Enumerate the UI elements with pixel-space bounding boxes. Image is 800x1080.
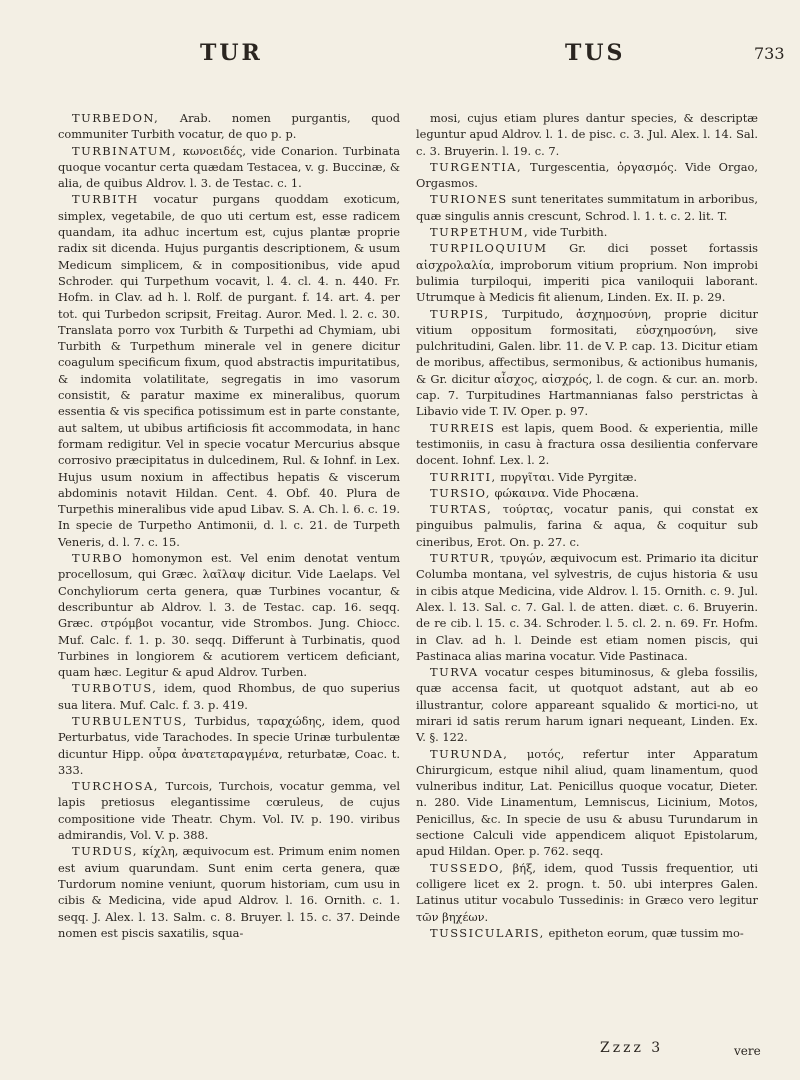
dictionary-entry [416,469,758,485]
catchword: vere [734,1044,761,1058]
entry-headword: TURPIS, [430,306,490,321]
dictionary-entry [416,240,758,305]
entry-text: Arab. nomen purgantis, quod communiter Turbith vocatur, de quo p. p. [58,111,400,142]
right-column [416,110,758,941]
running-head-left: TUR [200,40,263,66]
entry-text: κωνοειδές, vide Conarion. Turbinata quoque vocantur certa quædam Testacea, v. g. Buccinæ, & alia, de quibus Aldrov. l. 3. de Testac. c. 1. [58,143,401,191]
entry-headword: TURGENTIA, [430,159,523,174]
entry-headword: TURUNDA, [430,746,509,761]
entry-headword: TURBEDON, [72,111,160,125]
dictionary-entry [416,485,758,501]
entry-headword: TURBULENTUS, [72,713,188,728]
entry-headword: TUSSEDO, [430,860,505,875]
entry-headword: TURBITH [72,192,139,207]
entry-headword: TURCHOSA, [72,779,159,794]
entry-headword: TURRITI, [430,469,497,484]
entry-headword: TURPILOQUIUM [430,241,548,256]
dictionary-entry [58,143,400,192]
entry-text: μοτός, refertur inter Apparatum Chirurgicum, estque nihil aliud, quam linamentum, quod vulneribus inditur, Lat. Penicillus quoque vocatur, Dieter. n. 280. Vide Linamentum, Lemniscus, Licinium, Motos, Penicillus, &c. In specie de usu & abusu Turundarum in sectione Calculi vide appendicem aliquot Epistolarum, apud Hildan. Oper. p. 762. seqq. [416,746,758,859]
entry-headword: TURREIS [430,420,496,435]
entry-headword: TURBINATUM, [72,143,178,158]
dictionary-entry [58,713,400,778]
entry-text: homonymon est. Vel enim denotat ventum procellosum, qui Græc. λαῖλαψ dicitur. Vide Laelaps. Vel Conchyliorum certa genera, quæ Turbines vocantur, & describuntur ab Aldrov. l. 3. de Testac. cap. 16. seqq. Græc. στρόμβοι vocantur, vide Strombos. Jung. Chiocc. Muf. Calc. f. 1. p. 30. seqq. Differunt à Turbinatis, quod Turbines in longiorem & acutiorem verticem deficiant, quam hæc. Legitur & apud Aldrov. Turben. [58,551,400,680]
dictionary-entry [416,746,758,860]
entry-text: vocatur cespes bituminosus, & gleba fossilis, quæ accensa facit, ut quotquot adstant, aut ab eo illustrantur, colore appareant squalido & mortici-no, ut mirari id satis rerum harum ignari nequeant, Linden. Ex. V. §. 122. [416,665,758,745]
dictionary-entry [416,550,758,664]
entry-text: idem, quod Rhombus, de quo superius sua litera. Muf. Calc. f. 3. p. 419. [58,681,400,712]
entry-text: epitheton eorum, quæ tussim mo- [548,925,744,940]
entry-headword: TUSSICULARIS, [430,925,545,940]
dictionary-entry [58,550,400,680]
entry-headword: TURDUS, [72,844,139,859]
entry-text: vocatur purgans quoddam exoticum, simplex, vegetabile, de quo uti certum est, esse radicem quandam, ita adhuc incertum est, cujus plantæ proprie radix sit dicenda. Hujus purgantis descriptionem, & usum Medicum simplicem, & in compositionibus, vide apud Schroder. qui Turpethum vocavit, l. 4. cl. 4. n. 440. Fr. Hofm. in Clav. ad h. l. Rolf. de purgant. f. 14. art. 4. per tot. qui Turbedon scripsit, Freitag. Auror. Med. l. 2. c. 30. Translata porro vox Turbith & Turpethi ad Chymiam, ubi Turbith & Turpethum minerale vel in genere dicitur coagulum specificum fixum, quod abstractis impuritatibus, & indomita volatilitate, segregatis in imo vasorum consistit, & paratur maxime ex mineralibus, quorum essentia & vis specifica potissimum est in parte constante, aut saltem, ut ubibus artificiosis fit accommodata, in hanc formam redigitur. Vel in specie vocatur Mercurius absque corrosivo præcipitatus in dulcedinem, Rul. & Iohnf. in Lex. Hujus usum noxium in affectibus hepatis & viscerum abdominis notavit Hildan. Cent. 4. Obf. 40. Plura de Turpethis mineralibus vide apud Libav. S. A. Ch. l. 6. c. 19. In specie de Turpetho Antimonii, d. l. c. 21. de Turpeth Veneris, d. l. 7. c. 15. [58,192,400,549]
entry-headword: TURSIO, [430,485,491,500]
entry-text: φώκαινα. Vide Phocæna. [494,485,639,500]
dictionary-entry [58,778,400,843]
dictionary-entry [416,501,758,550]
entry-text: Gr. dici posset fortassis αἰσχρολαλία, improborum vitium proprium. Non improbi bulimia turpiloqui, imperiti pica vaniloquii laborant. Utrumque à Medicis fit alienum, Linden. Ex. II. p. 29. [416,241,758,305]
entry-text: Turcois, Turchois, vocatur gemma, vel lapis pretiosus elegantissime cœruleus, de cujus compositione vide Theatr. Chym. Vol. IV. p. 190. viribus admirandis, Vol. V. p. 388. [58,779,400,843]
dictionary-entry [58,843,400,941]
left-column [58,110,400,941]
entry-text: πυργῖται. Vide Pyrgitæ. [500,469,637,484]
entry-headword: TURTUR, [430,551,496,566]
entry-text: mosi, cujus etiam plures dantur species, & descriptæ leguntur apud Aldrov. l. 1. de pisc. c. 3. Jul. Alex. l. 14. Sal. c. 3. Bruyerin. l. 19. c. 7. [416,111,758,158]
entry-headword: TURTAS, [430,502,493,517]
running-head-right: TUS [565,40,626,66]
dictionary-entry [416,664,758,745]
entry-text: Turgescentia, ὀργασμός. Vide Orgao, Orgasmos. [416,159,759,191]
entry-headword: TURVA [430,665,479,680]
entry-text: est lapis, quem Bood. & experientia, mille testimoniis, in casu à fractura ossa desilientia confervare docent. Iohnf. Lex. l. 2. [416,420,758,468]
entry-text: βήξ, idem, quod Tussis frequentior, uti colligere licet ex 2. progn. t. 50. ubi interpres Galen. Latinus utitur vocabulo Tussedinis: in Græco vero legitur τῶν βηχέων. [416,860,759,924]
dictionary-entry [416,110,758,159]
dictionary-entry [416,224,758,240]
dictionary-entry [416,925,758,941]
dictionary-entry [416,191,758,224]
entry-text: sunt teneritates summitatum in arboribus, quæ singulis annis crescunt, Schrod. l. 1. t. c. 2. lit. T. [416,192,758,223]
dictionary-entry [58,680,400,713]
entry-headword: TURBO [72,551,124,566]
entry-text: Turbidus, ταραχώδης, idem, quod Perturbatus, vide Tarachodes. In specie Urinæ turbulentæ dicuntur Hipp. οὖρα ἀνατεταραγμένα, returbatæ, Coac. t. 333. [58,713,400,777]
entry-text: κίχλη, æquivocum est. Primum enim nomen est avium quarundam. Sunt enim certa genera, quæ Turdorum nomine veniunt, quorum historiam, cum usu in cibis & Medicina, vide apud Aldrov. l. 16. Ornith. c. 1. seqq. J. Alex. l. 13. Salm. c. 8. Bruyer. l. 15. c. 37. Deinde nomen est piscis saxatilis, squa- [58,844,400,940]
entry-text: τούρτας, vocatur panis, qui constat ex pinguibus palmulis, farina & aqua, & coquitur sub cineribus, Erot. On. p. 27. c. [416,502,758,549]
dictionary-entry [416,159,758,192]
entry-text: Turpitudo, ἀσχημοσύνη, proprie dicitur vitium oppositum formositati, εὐσχημοσύνη, sive pulchritudini, Galen. libr. 11. de V. P. cap. 13. Dicitur etiam de moribus, affectibus, sermonibus, & actionibus humanis, & Gr. dicitur αἶσχος, αἰσχρός, l. de cogn. & cur. an. morb. cap. 7. Turpitudines Hartmannianas falso perstrictas à Libavio vide T. IV. Oper. p. 97. [416,306,758,419]
entry-text: vide Turbith. [532,225,608,240]
entry-headword: TURBOTUS, [72,681,158,696]
entry-headword: TURPETHUM, [430,225,530,240]
dictionary-entry [58,191,400,550]
dictionary-entry [416,860,758,925]
dictionary-entry [416,420,758,469]
dictionary-entry [58,110,400,143]
page-number: 733 [754,44,785,63]
entry-text: τρυγών, æquivocum est. Primario ita dicitur Columba montana, vel sylvestris, de cujus historia & usu in cibis atque Medicina, vide Aldrov. l. 15. Ornith. c. 9. Jul. Alex. l. 13. Sal. c. 7. Gal. l. de atten. diæt. c. 6. Bruyerin. de re cib. l. 15. c. 34. Schroder. l. 5. cl. 2. n. 69. Fr. Hofm. in Clav. ad h. l. Deinde est etiam nomen piscis, qui Pastinaca alias marina vocatur. Vide Pastinaca. [416,551,759,663]
entry-headword: TURIONES [430,192,508,207]
dictionary-entry [416,306,758,420]
signature-mark: Zzzz 3 [600,1040,664,1056]
